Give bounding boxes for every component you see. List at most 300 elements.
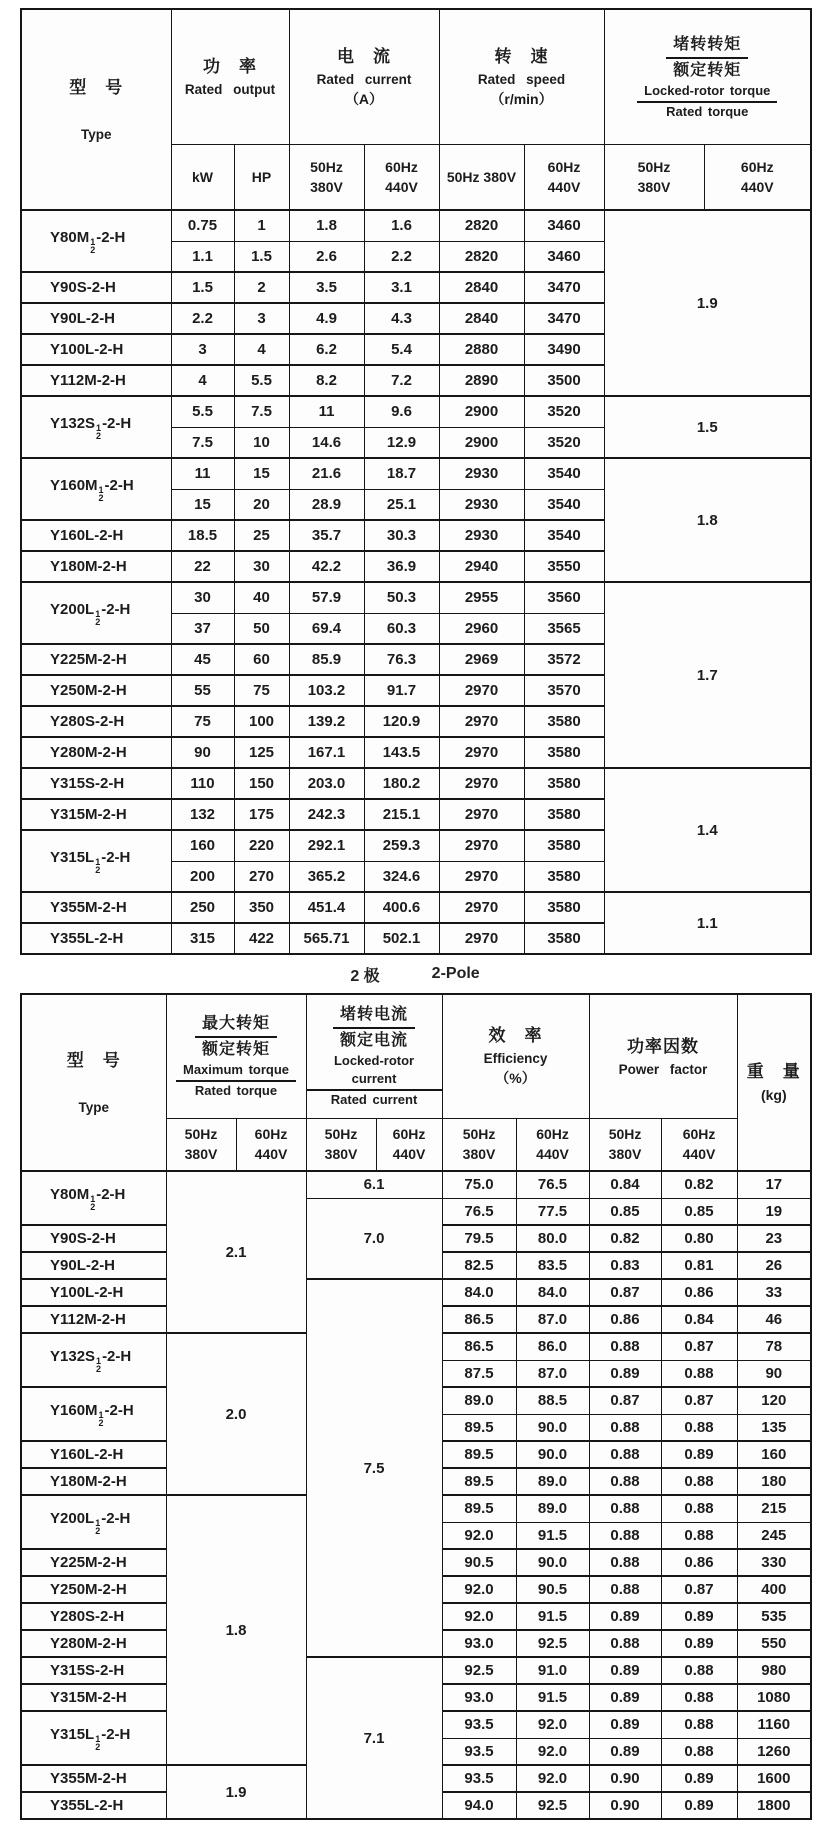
- speed-50hz-cell: 2820: [439, 241, 524, 272]
- hp-cell: 150: [234, 768, 289, 799]
- model-subscript: 1 2: [90, 236, 96, 255]
- current-60hz-cell: 1.6: [364, 210, 439, 241]
- efficiency-50hz-cell: 75.0: [442, 1171, 516, 1198]
- model-cell: Y280M-2-H: [21, 1630, 166, 1657]
- power-factor-60hz-cell: 0.82: [661, 1171, 737, 1198]
- model-cell: Y180M-2-H: [21, 1468, 166, 1495]
- model-cell: Y90L-2-H: [21, 303, 171, 334]
- current-50hz-cell: 203.0: [289, 768, 364, 799]
- current-60hz-cell: 18.7: [364, 458, 439, 489]
- weight-cell: 120: [737, 1387, 811, 1414]
- speed-60hz-cell: 3580: [524, 830, 604, 861]
- efficiency-60hz-cell: 91.5: [516, 1522, 589, 1549]
- power-factor-50hz-cell: 0.90: [589, 1765, 661, 1792]
- subheader-speed-60hz: 60Hz 440V: [524, 144, 604, 210]
- model-subscript: 1 2: [96, 1355, 102, 1374]
- model-cell: Y315M-2-H: [21, 799, 171, 830]
- power-factor-50hz-cell: 0.89: [589, 1711, 661, 1738]
- torque-ratio-denominator-en: Rated torque: [666, 103, 749, 119]
- efficiency-50hz-cell: 90.5: [442, 1549, 516, 1576]
- speed-60hz-cell: 3580: [524, 768, 604, 799]
- kw-cell: 7.5: [171, 427, 234, 458]
- locked-rotor-torque-ratio-cell: 1.4: [604, 768, 811, 892]
- efficiency-60hz-cell: 90.0: [516, 1414, 589, 1441]
- power-factor-60hz-cell: 0.87: [661, 1387, 737, 1414]
- efficiency-label-cn: 效 率: [488, 1026, 543, 1046]
- power-factor-50hz-cell: 0.83: [589, 1252, 661, 1279]
- efficiency-50hz-cell: 89.5: [442, 1441, 516, 1468]
- speed-50hz-cell: 2955: [439, 582, 524, 613]
- efficiency-60hz-cell: 83.5: [516, 1252, 589, 1279]
- locked-rotor-current-ratio-cell: 7.0: [306, 1198, 442, 1279]
- hp-cell: 4: [234, 334, 289, 365]
- hp-cell: 220: [234, 830, 289, 861]
- hp-cell: 1.5: [234, 241, 289, 272]
- speed-60hz-cell: 3580: [524, 923, 604, 954]
- weight-cell: 550: [737, 1630, 811, 1657]
- current-60hz-cell: 12.9: [364, 427, 439, 458]
- kw-cell: 132: [171, 799, 234, 830]
- weight-cell: 215: [737, 1495, 811, 1522]
- efficiency-60hz-cell: 91.5: [516, 1684, 589, 1711]
- speed-60hz-cell: 3570: [524, 675, 604, 706]
- speed-60hz-cell: 3500: [524, 365, 604, 396]
- speed-60hz-cell: 3470: [524, 272, 604, 303]
- weight-cell: 26: [737, 1252, 811, 1279]
- efficiency-60hz-cell: 80.0: [516, 1225, 589, 1252]
- subheader-kw: kW: [171, 144, 234, 210]
- lr-current-denominator-en: Rated current: [330, 1092, 418, 1108]
- kw-cell: 3: [171, 334, 234, 365]
- efficiency-50hz-cell: 93.5: [442, 1711, 516, 1738]
- hp-cell: 5.5: [234, 365, 289, 396]
- speed-50hz-cell: 2930: [439, 489, 524, 520]
- table-row: [21, 1171, 811, 1198]
- speed-50hz-cell: 2970: [439, 675, 524, 706]
- efficiency-50hz-cell: 93.5: [442, 1738, 516, 1765]
- efficiency-60hz-cell: 87.0: [516, 1306, 589, 1333]
- weight-cell: 160: [737, 1441, 811, 1468]
- efficiency-60hz-cell: 92.0: [516, 1711, 589, 1738]
- efficiency-50hz-cell: 92.0: [442, 1603, 516, 1630]
- kw-cell: 30: [171, 582, 234, 613]
- kw-cell: 0.75: [171, 210, 234, 241]
- current-50hz-cell: 1.8: [289, 210, 364, 241]
- hp-cell: 125: [234, 737, 289, 768]
- efficiency-60hz-cell: 77.5: [516, 1198, 589, 1225]
- efficiency-50hz-cell: 76.5: [442, 1198, 516, 1225]
- kw-cell: 45: [171, 644, 234, 675]
- current-50hz-cell: 42.2: [289, 551, 364, 582]
- pole-caption-cn: 2 极: [350, 967, 380, 985]
- torque-ratio-denominator-cn: 额定转矩: [673, 61, 742, 79]
- lr-current-denominator-cn: 额定电流: [340, 1032, 409, 1050]
- model-subscript: 1 2: [95, 1733, 101, 1752]
- max-torque-ratio-cell: 2.1: [166, 1171, 306, 1333]
- subheader-torque-60hz: 60Hz 440V: [704, 144, 811, 210]
- current-50hz-cell: 35.7: [289, 520, 364, 551]
- speed-60hz-cell: 3540: [524, 458, 604, 489]
- model-subscript: 1 2: [98, 1409, 104, 1428]
- locked-rotor-torque-ratio-cell: 1.8: [604, 458, 811, 582]
- table-row: [21, 1657, 811, 1684]
- speed-60hz-cell: 3580: [524, 737, 604, 768]
- table-row: [21, 892, 811, 923]
- speed-50hz-cell: 2840: [439, 303, 524, 334]
- current-label-en: Rated current: [316, 71, 412, 87]
- max-torque-ratio-cell: 1.9: [166, 1765, 306, 1819]
- model-cell: Y280M-2-H: [21, 737, 171, 768]
- current-60hz-cell: 30.3: [364, 520, 439, 551]
- model-subscript: 1 2: [95, 856, 101, 875]
- locked-rotor-torque-ratio-cell: 1.5: [604, 396, 811, 458]
- speed-50hz-cell: 2840: [439, 272, 524, 303]
- speed-60hz-cell: 3580: [524, 861, 604, 892]
- model-cell: Y355M-2-H: [21, 1765, 166, 1792]
- efficiency-50hz-cell: 84.0: [442, 1279, 516, 1306]
- power-factor-50hz-cell: 0.87: [589, 1387, 661, 1414]
- current-50hz-cell: 69.4: [289, 613, 364, 644]
- model-cell: Y315L 1 2 -2-H: [21, 1711, 166, 1765]
- current-50hz-cell: 28.9: [289, 489, 364, 520]
- subheader-power-factor-50hz: 50Hz 380V: [589, 1118, 661, 1171]
- speed-50hz-cell: 2970: [439, 768, 524, 799]
- current-60hz-cell: 76.3: [364, 644, 439, 675]
- model-cell: Y225M-2-H: [21, 644, 171, 675]
- efficiency-50hz-cell: 87.5: [442, 1360, 516, 1387]
- efficiency-60hz-cell: 92.0: [516, 1738, 589, 1765]
- table-row: [21, 458, 811, 489]
- lr-current-numerator-en: Locked-rotor current: [307, 1052, 442, 1091]
- weight-cell: 535: [737, 1603, 811, 1630]
- hp-cell: 40: [234, 582, 289, 613]
- current-60hz-cell: 7.2: [364, 365, 439, 396]
- current-50hz-cell: 3.5: [289, 272, 364, 303]
- table1-body: [21, 210, 811, 954]
- weight-cell: 17: [737, 1171, 811, 1198]
- current-60hz-cell: 5.4: [364, 334, 439, 365]
- subheader-torque-50hz: 50Hz 380V: [604, 144, 704, 210]
- power-factor-60hz-cell: 0.89: [661, 1603, 737, 1630]
- model-subscript: 1 2: [98, 484, 104, 503]
- current-60hz-cell: 91.7: [364, 675, 439, 706]
- column-header-power-factor: [589, 994, 737, 1118]
- power-factor-50hz-cell: 0.88: [589, 1441, 661, 1468]
- current-60hz-cell: 3.1: [364, 272, 439, 303]
- speed-60hz-cell: 3565: [524, 613, 604, 644]
- model-cell: Y280S-2-H: [21, 1603, 166, 1630]
- speed-50hz-cell: 2970: [439, 706, 524, 737]
- kw-cell: 315: [171, 923, 234, 954]
- kw-cell: 11: [171, 458, 234, 489]
- efficiency-50hz-cell: 92.0: [442, 1522, 516, 1549]
- kw-cell: 37: [171, 613, 234, 644]
- torque-ratio-numerator-cn: 堵转转矩: [605, 33, 811, 59]
- power-factor-60hz-cell: 0.80: [661, 1225, 737, 1252]
- current-60hz-cell: 2.2: [364, 241, 439, 272]
- model-cell: Y315M-2-H: [21, 1684, 166, 1711]
- speed-50hz-cell: 2930: [439, 458, 524, 489]
- power-factor-60hz-cell: 0.89: [661, 1765, 737, 1792]
- hp-cell: 100: [234, 706, 289, 737]
- current-60hz-cell: 502.1: [364, 923, 439, 954]
- current-50hz-cell: 8.2: [289, 365, 364, 396]
- speed-50hz-cell: 2930: [439, 520, 524, 551]
- lr-current-numerator-cn: 堵转电流: [307, 1003, 442, 1029]
- efficiency-60hz-cell: 91.0: [516, 1657, 589, 1684]
- column-header-rated-output: [171, 9, 289, 144]
- motor-spec-table-top: [20, 8, 812, 955]
- model-cell: Y225M-2-H: [21, 1549, 166, 1576]
- efficiency-60hz-cell: 86.0: [516, 1333, 589, 1360]
- model-cell: Y90S-2-H: [21, 1225, 166, 1252]
- model-cell: Y250M-2-H: [21, 1576, 166, 1603]
- current-60hz-cell: 9.6: [364, 396, 439, 427]
- model-cell: Y80M 1 2 -2-H: [21, 1171, 166, 1225]
- model-cell: Y132S 1 2 -2-H: [21, 1333, 166, 1387]
- efficiency-60hz-cell: 92.5: [516, 1792, 589, 1819]
- current-50hz-cell: 365.2: [289, 861, 364, 892]
- model-cell: Y100L-2-H: [21, 334, 171, 365]
- model-cell: Y315S-2-H: [21, 1657, 166, 1684]
- efficiency-60hz-cell: 89.0: [516, 1495, 589, 1522]
- hp-cell: 175: [234, 799, 289, 830]
- table2-body: [21, 1171, 811, 1819]
- current-50hz-cell: 21.6: [289, 458, 364, 489]
- power-factor-60hz-cell: 0.88: [661, 1657, 737, 1684]
- power-factor-50hz-cell: 0.88: [589, 1495, 661, 1522]
- type-label-en: Type: [78, 1100, 109, 1115]
- power-factor-label-cn: 功率因数: [627, 1036, 700, 1056]
- speed-50hz-cell: 2960: [439, 613, 524, 644]
- pole-caption-en: 2-Pole: [431, 965, 480, 982]
- efficiency-60hz-cell: 91.5: [516, 1603, 589, 1630]
- current-50hz-cell: 11: [289, 396, 364, 427]
- model-cell: Y160M 1 2 -2-H: [21, 458, 171, 520]
- kw-cell: 55: [171, 675, 234, 706]
- current-50hz-cell: 6.2: [289, 334, 364, 365]
- current-60hz-cell: 36.9: [364, 551, 439, 582]
- power-factor-60hz-cell: 0.89: [661, 1441, 737, 1468]
- power-factor-60hz-cell: 0.86: [661, 1279, 737, 1306]
- speed-50hz-cell: 2970: [439, 737, 524, 768]
- speed-50hz-cell: 2890: [439, 365, 524, 396]
- power-factor-60hz-cell: 0.81: [661, 1252, 737, 1279]
- kw-cell: 110: [171, 768, 234, 799]
- locked-rotor-torque-ratio-cell: 1.7: [604, 582, 811, 768]
- power-factor-50hz-cell: 0.88: [589, 1333, 661, 1360]
- hp-cell: 350: [234, 892, 289, 923]
- efficiency-60hz-cell: 88.5: [516, 1387, 589, 1414]
- weight-cell: 90: [737, 1360, 811, 1387]
- torque-ratio-numerator-en: Locked-rotor torque: [605, 82, 811, 103]
- power-factor-50hz-cell: 0.89: [589, 1657, 661, 1684]
- kw-cell: 1.5: [171, 272, 234, 303]
- power-label-cn: 功 率: [203, 57, 257, 77]
- speed-50hz-cell: 2970: [439, 861, 524, 892]
- hp-cell: 30: [234, 551, 289, 582]
- model-cell: Y160M 1 2 -2-H: [21, 1387, 166, 1441]
- speed-60hz-cell: 3540: [524, 520, 604, 551]
- speed-50hz-cell: 2970: [439, 799, 524, 830]
- current-50hz-cell: 57.9: [289, 582, 364, 613]
- kw-cell: 5.5: [171, 396, 234, 427]
- weight-cell: 980: [737, 1657, 811, 1684]
- subheader-max-torque-60hz: 60Hz 440V: [236, 1118, 306, 1171]
- speed-50hz-cell: 2970: [439, 830, 524, 861]
- model-subscript: 1 2: [95, 608, 101, 627]
- power-factor-60hz-cell: 0.88: [661, 1468, 737, 1495]
- model-cell: Y315L 1 2 -2-H: [21, 830, 171, 892]
- hp-cell: 50: [234, 613, 289, 644]
- subheader-lr-current-50hz: 50Hz 380V: [306, 1118, 376, 1171]
- efficiency-60hz-cell: 89.0: [516, 1468, 589, 1495]
- weight-cell: 1080: [737, 1684, 811, 1711]
- efficiency-50hz-cell: 86.5: [442, 1333, 516, 1360]
- hp-cell: 20: [234, 489, 289, 520]
- model-cell: Y112M-2-H: [21, 365, 171, 396]
- efficiency-50hz-cell: 92.0: [442, 1576, 516, 1603]
- efficiency-50hz-cell: 89.0: [442, 1387, 516, 1414]
- model-subscript: 1 2: [90, 1193, 96, 1212]
- table-row: [21, 582, 811, 613]
- power-factor-50hz-cell: 0.88: [589, 1549, 661, 1576]
- current-60hz-cell: 120.9: [364, 706, 439, 737]
- max-torque-denominator-cn: 额定转矩: [202, 1041, 271, 1059]
- power-factor-50hz-cell: 0.86: [589, 1306, 661, 1333]
- column-header-locked-rotor-current-ratio: [306, 994, 442, 1118]
- type-label-cn: 型 号: [66, 1051, 121, 1070]
- hp-cell: 270: [234, 861, 289, 892]
- current-60hz-cell: 143.5: [364, 737, 439, 768]
- power-factor-60hz-cell: 0.88: [661, 1495, 737, 1522]
- speed-50hz-cell: 2880: [439, 334, 524, 365]
- model-cell: Y132S 1 2 -2-H: [21, 396, 171, 458]
- current-50hz-cell: 103.2: [289, 675, 364, 706]
- kw-cell: 15: [171, 489, 234, 520]
- current-50hz-cell: 242.3: [289, 799, 364, 830]
- power-factor-60hz-cell: 0.84: [661, 1306, 737, 1333]
- model-cell: Y355L-2-H: [21, 923, 171, 954]
- hp-cell: 3: [234, 303, 289, 334]
- table-row: [21, 396, 811, 427]
- speed-60hz-cell: 3580: [524, 892, 604, 923]
- speed-label-en: Rated speed: [477, 71, 566, 87]
- power-factor-50hz-cell: 0.88: [589, 1522, 661, 1549]
- current-50hz-cell: 14.6: [289, 427, 364, 458]
- speed-50hz-cell: 2940: [439, 551, 524, 582]
- model-cell: Y200L 1 2 -2-H: [21, 1495, 166, 1549]
- power-factor-50hz-cell: 0.90: [589, 1792, 661, 1819]
- hp-cell: 60: [234, 644, 289, 675]
- efficiency-50hz-cell: 82.5: [442, 1252, 516, 1279]
- subheader-power-factor-60hz: 60Hz 440V: [661, 1118, 737, 1171]
- column-header-type: [21, 994, 166, 1171]
- subheader-current-50hz: 50Hz 380V: [289, 144, 364, 210]
- max-torque-numerator-cn: 最大转矩: [167, 1012, 306, 1038]
- kw-cell: 200: [171, 861, 234, 892]
- weight-label-cn: 重 量: [746, 1062, 801, 1081]
- model-cell: Y355M-2-H: [21, 892, 171, 923]
- power-factor-50hz-cell: 0.88: [589, 1468, 661, 1495]
- power-label-en: Rated output: [184, 82, 276, 98]
- speed-50hz-cell: 2970: [439, 892, 524, 923]
- efficiency-50hz-cell: 79.5: [442, 1225, 516, 1252]
- power-factor-50hz-cell: 0.84: [589, 1171, 661, 1198]
- max-torque-denominator-en: Rated torque: [194, 1083, 278, 1099]
- locked-rotor-current-ratio-cell: 7.1: [306, 1657, 442, 1819]
- efficiency-60hz-cell: 87.0: [516, 1360, 589, 1387]
- current-60hz-cell: 4.3: [364, 303, 439, 334]
- locked-rotor-torque-ratio-cell: 1.1: [604, 892, 811, 954]
- speed-60hz-cell: 3580: [524, 706, 604, 737]
- efficiency-50hz-cell: 86.5: [442, 1306, 516, 1333]
- table2-header-main-row: [21, 994, 811, 1118]
- power-factor-60hz-cell: 0.88: [661, 1522, 737, 1549]
- power-factor-60hz-cell: 0.88: [661, 1711, 737, 1738]
- subheader-current-60hz: 60Hz 440V: [364, 144, 439, 210]
- power-factor-label-en: Power factor: [618, 1061, 708, 1077]
- kw-cell: 22: [171, 551, 234, 582]
- weight-cell: 46: [737, 1306, 811, 1333]
- speed-60hz-cell: 3470: [524, 303, 604, 334]
- column-header-locked-rotor-torque-ratio: [604, 9, 811, 144]
- model-cell: Y250M-2-H: [21, 675, 171, 706]
- weight-cell: 1800: [737, 1792, 811, 1819]
- column-header-max-torque-ratio: [166, 994, 306, 1118]
- model-cell: Y160L-2-H: [21, 1441, 166, 1468]
- speed-60hz-cell: 3572: [524, 644, 604, 675]
- subheader-lr-current-60hz: 60Hz 440V: [376, 1118, 442, 1171]
- power-factor-60hz-cell: 0.88: [661, 1414, 737, 1441]
- model-cell: Y315S-2-H: [21, 768, 171, 799]
- current-60hz-cell: 60.3: [364, 613, 439, 644]
- table-row: [21, 210, 811, 241]
- current-50hz-cell: 292.1: [289, 830, 364, 861]
- power-factor-50hz-cell: 0.88: [589, 1576, 661, 1603]
- speed-50hz-cell: 2970: [439, 923, 524, 954]
- model-cell: Y180M-2-H: [21, 551, 171, 582]
- efficiency-50hz-cell: 92.5: [442, 1657, 516, 1684]
- column-header-rated-current: [289, 9, 439, 144]
- model-cell: Y100L-2-H: [21, 1279, 166, 1306]
- kw-cell: 90: [171, 737, 234, 768]
- current-60hz-cell: 259.3: [364, 830, 439, 861]
- current-60hz-cell: 215.1: [364, 799, 439, 830]
- hp-cell: 7.5: [234, 396, 289, 427]
- speed-50hz-cell: 2900: [439, 396, 524, 427]
- current-50hz-cell: 85.9: [289, 644, 364, 675]
- model-subscript: 1 2: [96, 422, 102, 441]
- power-factor-60hz-cell: 0.85: [661, 1198, 737, 1225]
- current-50hz-cell: 451.4: [289, 892, 364, 923]
- weight-cell: 245: [737, 1522, 811, 1549]
- subheader-speed-50hz: 50Hz 380V: [439, 144, 524, 210]
- power-factor-60hz-cell: 0.87: [661, 1576, 737, 1603]
- speed-60hz-cell: 3520: [524, 396, 604, 427]
- max-torque-ratio-cell: 1.8: [166, 1495, 306, 1765]
- model-cell: Y90L-2-H: [21, 1252, 166, 1279]
- kw-cell: 160: [171, 830, 234, 861]
- max-torque-ratio-cell: 2.0: [166, 1333, 306, 1495]
- kw-cell: 250: [171, 892, 234, 923]
- kw-cell: 75: [171, 706, 234, 737]
- type-label-cn: 型 号: [69, 78, 124, 97]
- hp-cell: 1: [234, 210, 289, 241]
- weight-cell: 330: [737, 1549, 811, 1576]
- max-torque-numerator-en: Maximum torque: [167, 1061, 306, 1082]
- weight-cell: 180: [737, 1468, 811, 1495]
